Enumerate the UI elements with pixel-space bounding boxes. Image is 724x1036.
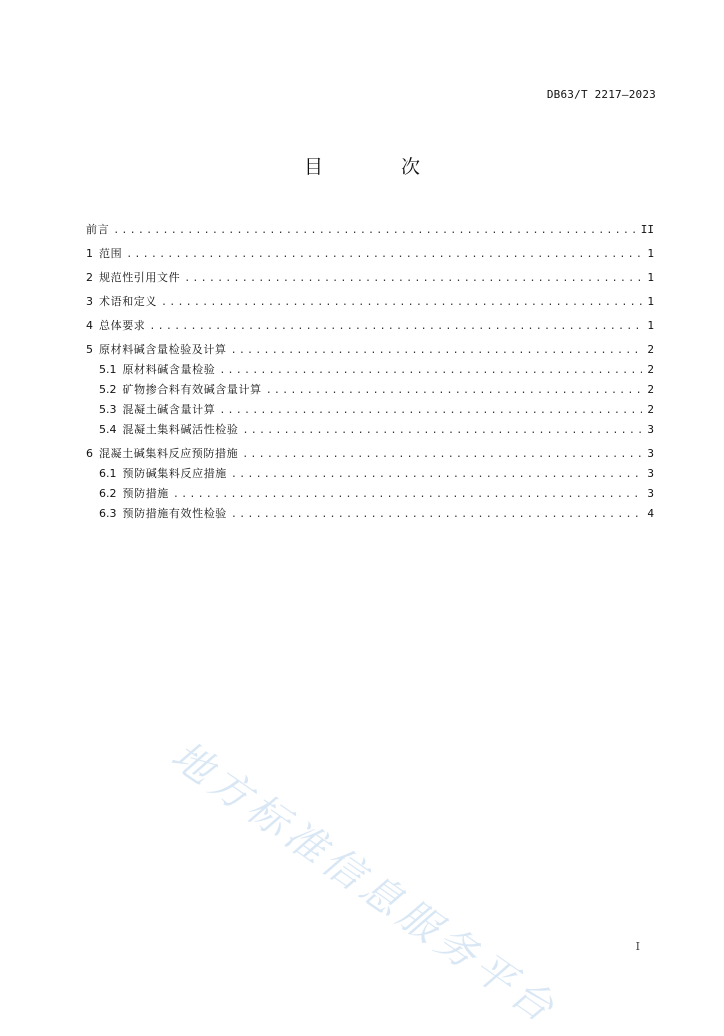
toc-entry-label: 预防措施 xyxy=(122,487,169,500)
toc-entry-page: 1 xyxy=(647,319,654,332)
toc-entry-page: 1 xyxy=(647,247,654,260)
toc-entry-page: 3 xyxy=(647,447,654,460)
toc-entry-label: 范围 xyxy=(99,247,123,260)
standard-code: DB63/T 2217—2023 xyxy=(546,88,656,101)
toc-entry-label: 矿物掺合料有效碱含量计算 xyxy=(122,383,262,396)
toc-entry-number: 5 xyxy=(86,343,93,356)
toc-leader-dots xyxy=(266,381,642,401)
toc-entry[interactable] xyxy=(86,380,654,400)
toc-entry-label: 总体要求 xyxy=(99,319,146,332)
toc-entry-number: 5.4 xyxy=(99,423,117,436)
page-number: I xyxy=(635,940,640,953)
toc-entry-label: 混凝土碱集料反应预防措施 xyxy=(99,447,239,460)
toc-entry[interactable] xyxy=(86,220,654,240)
toc-entry-number: 5.1 xyxy=(99,363,117,376)
toc-entry-number: 6.1 xyxy=(99,467,117,480)
toc-leader-dots xyxy=(173,485,642,505)
toc-entry-number: 5.3 xyxy=(99,403,117,416)
toc-entry-label: 混凝土碱含量计算 xyxy=(122,403,216,416)
toc-entry-page: 2 xyxy=(647,363,654,376)
toc-entry[interactable] xyxy=(86,504,654,524)
toc-entry-number: 1 xyxy=(86,247,93,260)
toc-entry[interactable] xyxy=(86,268,654,288)
watermark: 地方标准信息服务平台 xyxy=(162,732,566,1035)
toc-entry-label: 混凝土集料碱活性检验 xyxy=(122,423,239,436)
toc-entry-number: 4 xyxy=(86,319,93,332)
toc-entry-label: 预防碱集料反应措施 xyxy=(122,467,227,480)
toc-entry-page: 3 xyxy=(647,423,654,436)
toc-entry-page: 3 xyxy=(647,467,654,480)
toc-entry-number: 6.3 xyxy=(99,507,117,520)
toc-entry-page: 1 xyxy=(647,271,654,284)
toc-entry-number: 2 xyxy=(86,271,93,284)
toc-entry-page: II xyxy=(640,223,654,236)
page-title: 目 次 xyxy=(303,156,457,178)
toc-entry-number: 5.2 xyxy=(99,383,117,396)
toc-leader-dots xyxy=(219,361,642,381)
toc-leader-dots xyxy=(126,245,642,265)
toc-entry[interactable] xyxy=(86,484,654,504)
toc-entry-number: 3 xyxy=(86,295,93,308)
toc-entry-page: 1 xyxy=(647,295,654,308)
toc-entry-page: 4 xyxy=(647,507,654,520)
toc-leader-dots xyxy=(184,269,642,289)
toc-entry[interactable] xyxy=(86,444,654,464)
table-of-contents xyxy=(86,220,654,524)
toc-entry[interactable] xyxy=(86,400,654,420)
toc-leader-dots xyxy=(113,221,637,241)
toc-entry-page: 2 xyxy=(647,383,654,396)
toc-leader-dots xyxy=(243,421,643,441)
toc-entry-label: 前言 xyxy=(86,223,110,236)
toc-leader-dots xyxy=(231,505,642,525)
toc-entry-page: 3 xyxy=(647,487,654,500)
toc-entry[interactable] xyxy=(86,340,654,360)
toc-entry-label: 预防措施有效性检验 xyxy=(122,507,227,520)
toc-leader-dots xyxy=(149,317,642,337)
toc-entry-page: 2 xyxy=(647,403,654,416)
toc-leader-dots xyxy=(242,445,642,465)
toc-entry-label: 原材料碱含量检验 xyxy=(122,363,216,376)
toc-entry[interactable] xyxy=(86,464,654,484)
toc-entry-label: 术语和定义 xyxy=(99,295,157,308)
toc-entry-number: 6 xyxy=(86,447,93,460)
toc-entry[interactable] xyxy=(86,244,654,264)
toc-leader-dots xyxy=(231,465,642,485)
toc-entry[interactable] xyxy=(86,316,654,336)
toc-entry[interactable] xyxy=(86,420,654,440)
toc-entry[interactable] xyxy=(86,292,654,312)
toc-leader-dots xyxy=(161,293,642,313)
toc-entry-label: 规范性引用文件 xyxy=(99,271,181,284)
toc-entry-page: 2 xyxy=(647,343,654,356)
toc-leader-dots xyxy=(231,341,642,361)
toc-entry-label: 原材料碱含量检验及计算 xyxy=(99,343,227,356)
toc-entry-number: 6.2 xyxy=(99,487,117,500)
toc-leader-dots xyxy=(219,401,642,421)
toc-entry[interactable] xyxy=(86,360,654,380)
